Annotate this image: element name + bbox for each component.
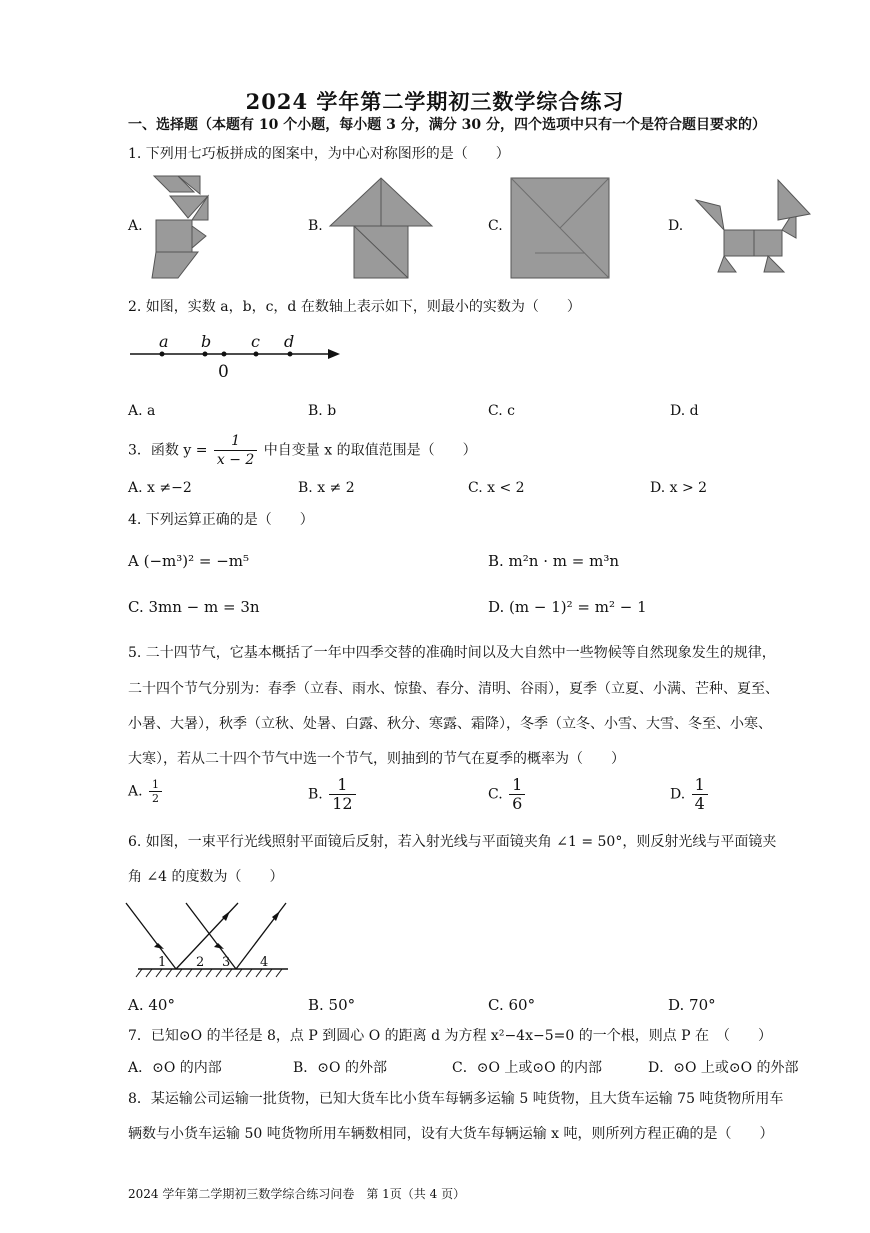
q5-b-fraction: $\frac{1}{12}$ (329, 776, 355, 813)
q3-suffix: 中自变量 x 的取值范围是（ ） (263, 442, 477, 459)
q6-option-a: A. 40° (128, 996, 175, 1014)
question-8-line-1: 8．某运输公司运输一批货物，已知大货车比小货车每辆多运输 5 吨货物，且大货车运输 75 吨货物所用车 (128, 1091, 784, 1107)
q3-option-b: B. x ≠ 2 (298, 480, 355, 496)
question-7-stem: 7．已知⊙O 的半径是 8，点 P 到圆心 O 的距离 d 为方程 x²−4x−5=0 的一个根，则点 P 在 （ ） (128, 1028, 773, 1044)
tangram-figure-a (148, 174, 228, 282)
numberline-label-c: c (251, 332, 260, 351)
q1-option-d-label: D. (668, 218, 684, 234)
question-1-stem: 1. 下列用七巧板拼成的图案中，为中心对称图形的是（ ） (128, 146, 510, 162)
question-2-stem: 2. 如图，实数 a，b，c，d 在数轴上表示如下，则最小的实数为（ ） (128, 299, 581, 315)
q5-option-c: C. $\frac{1}{6}$ (488, 776, 527, 813)
mirror-reflection-diagram (120, 895, 295, 980)
q1-option-b-label: B. (308, 218, 323, 234)
q1-option-a-label: A. (128, 218, 143, 234)
numberline-label-a: a (159, 332, 169, 351)
q2-option-c: C. c (488, 403, 515, 419)
page-title: 2024 学年第二学期初三数学综合练习 (245, 89, 625, 114)
q3-option-d: D. x > 2 (650, 480, 708, 496)
q3-denominator: x − 2 (216, 452, 255, 468)
q4-option-b: B. m²n · m = m³n (488, 552, 619, 570)
question-5-line-3: 小暑、大暑），秋季（立秋、处暑、白露、秋分、寒露、霜降），冬季（立冬、小雪、大雪、冬至、小寒、 (128, 716, 772, 732)
q5-option-d: D. $\frac{1}{4}$ (670, 776, 710, 813)
q3-option-a: A. x ≠−2 (128, 480, 192, 496)
q7-option-d: D．⊙O 上或⊙O 的外部 (648, 1060, 799, 1076)
angle-label-3: 3 (222, 955, 231, 970)
page-footer: 2024 学年第二学期初三数学综合练习问卷 第 1页（共 4 页） (128, 1187, 466, 1201)
tangram-figure-b (328, 176, 434, 280)
q5-a-fraction: $\frac{1}{2}$ (149, 778, 162, 805)
q7-option-c: C．⊙O 上或⊙O 的内部 (452, 1060, 603, 1076)
question-6-line-1: 6. 如图，一束平行光线照射平面镜后反射，若入射光线与平面镜夹角 ∠1 = 50°，则反射光线与平面镜夹 (128, 834, 777, 850)
q6-option-c: C. 60° (488, 996, 536, 1014)
question-6-line-2: 角 ∠4 的度数为（ ） (128, 869, 284, 885)
question-5-line-1: 5. 二十四节气，它基本概括了一年中四季交替的准确时间以及大自然中一些物候等自然现象发生的规律， (128, 645, 776, 661)
angle-label-4: 4 (260, 955, 269, 970)
question-5-line-2: 二十四个节气分别为：春季（立春、雨水、惊蛰、春分、清明、谷雨），夏季（立夏、小满、芒种、夏至、 (128, 681, 779, 697)
question-5-line-4: 大寒），若从二十四个节气中选一个节气，则抽到的节气在夏季的概率为（ ） (128, 751, 625, 767)
q4-option-c: C. 3mn − m = 3n (128, 598, 260, 616)
q6-option-d: D. 70° (668, 996, 716, 1014)
question-8-line-2: 辆数与小货车运输 50 吨货物所用车辆数相同，设有大货车每辆运输 x 吨，则所列方程正确的是（ ） (128, 1126, 774, 1142)
q2-option-b: B. b (308, 403, 337, 419)
numberline-label-d: d (284, 332, 295, 351)
q3-option-c: C. x < 2 (468, 480, 525, 496)
q4-option-d: D. (m − 1)² = m² − 1 (488, 598, 647, 616)
q3-numerator: 1 (214, 432, 257, 451)
q5-d-fraction: $\frac{1}{4}$ (692, 776, 708, 813)
tangram-figure-d (694, 178, 812, 274)
angle-label-1: 1 (158, 955, 167, 970)
angle-label-2: 2 (196, 955, 205, 970)
section-heading: 一、选择题（本题有 10 个小题，每小题 3 分，满分 30 分，四个选项中只有一个是符合题目要求的） (128, 117, 766, 133)
question-3-stem (128, 432, 477, 469)
tangram-figure-c (510, 177, 610, 279)
q2-option-d: D. d (670, 403, 699, 419)
q6-option-b: B. 50° (308, 996, 356, 1014)
q3-prefix: 3．函数 y = (128, 442, 208, 459)
q7-option-a: A．⊙O 的内部 (128, 1060, 222, 1076)
q5-option-b: B. $\frac{1}{12}$ (308, 776, 358, 813)
question-4-stem: 4. 下列运算正确的是（ ） (128, 512, 314, 528)
q4-option-a: A (−m³)² = −m⁵ (128, 552, 250, 570)
numberline-zero-label: 0 (218, 362, 229, 382)
q3-fraction (214, 432, 257, 469)
q7-option-b: B．⊙O 的外部 (293, 1060, 387, 1076)
q1-option-c-label: C. (488, 218, 503, 234)
q5-option-a: A. $\frac{1}{2}$ (128, 778, 164, 805)
q5-c-fraction: $\frac{1}{6}$ (509, 776, 525, 813)
numberline-label-b: b (201, 332, 212, 351)
q2-option-a: A. a (128, 403, 156, 419)
